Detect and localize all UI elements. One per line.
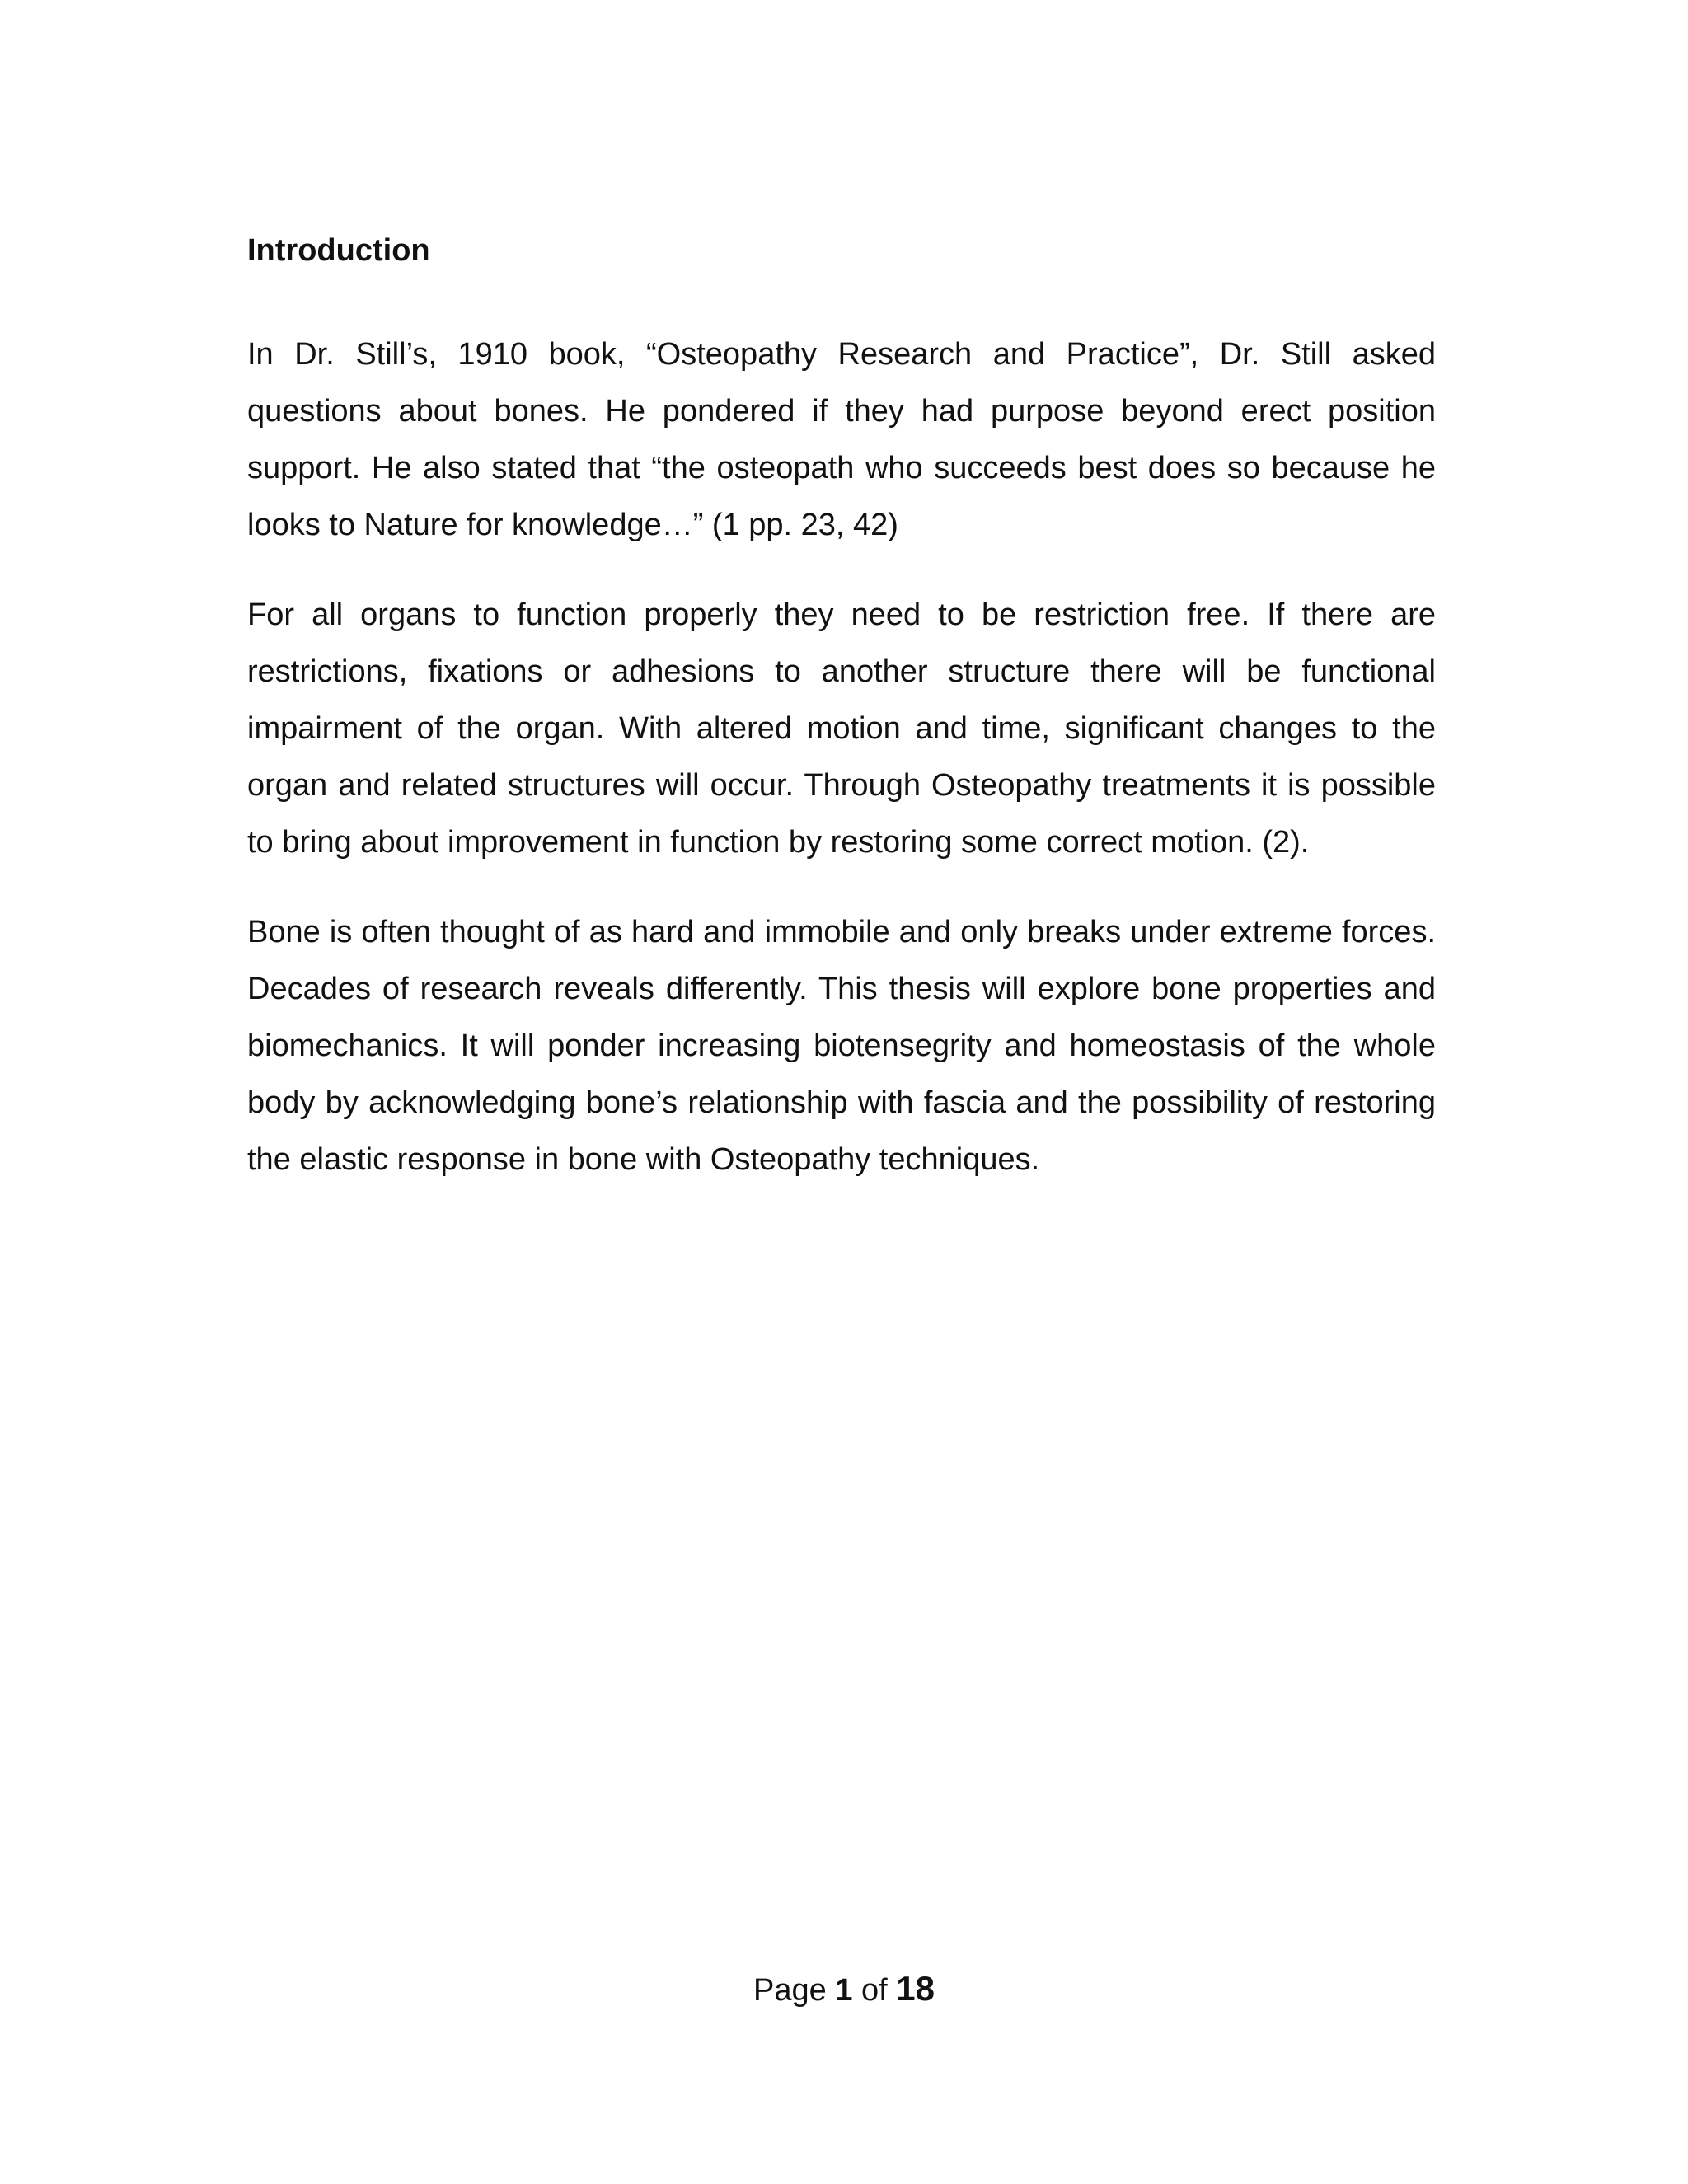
section-heading: Introduction (247, 233, 430, 268)
total-pages-number: 18 (896, 1969, 935, 2008)
document-body (247, 229, 1436, 1221)
paragraph-2: For all organs to function properly they need to be restriction free. If there are restrictions, fixations or adhesions to another structure there will be functional impairment of the organ. With altered motion and time, significant changes to the organ and related structures will occur. Through Osteopathy treatments it is possible to bring about improvement in function by restoring some correct motion. (2). (247, 598, 1436, 860)
paragraph-1: In Dr. Still’s, 1910 book, “Osteopathy Research and Practice”, Dr. Still asked questions about bones. He pondered if they had purpose beyond erect position support. He also stated that “the osteopath who succeeds best does so because he looks to Nature for knowledge…” (1 pp. 23, 42) (247, 337, 1436, 542)
page-footer (0, 1968, 1688, 2011)
paragraph-3: Bone is often thought of as hard and immobile and only breaks under extreme forces. Decades of research reveals differently. This thesis will explore bone properties and biomechanics. It will ponder increasing biotensegrity and homeostasis of the whole body by acknowledging bone’s relationship with fascia and the possibility of restoring the elastic response in bone with Osteopathy techniques. (247, 915, 1436, 1177)
of-word: of (861, 1973, 888, 2008)
current-page-number: 1 (835, 1973, 853, 2008)
page-word: Page (753, 1973, 827, 2008)
